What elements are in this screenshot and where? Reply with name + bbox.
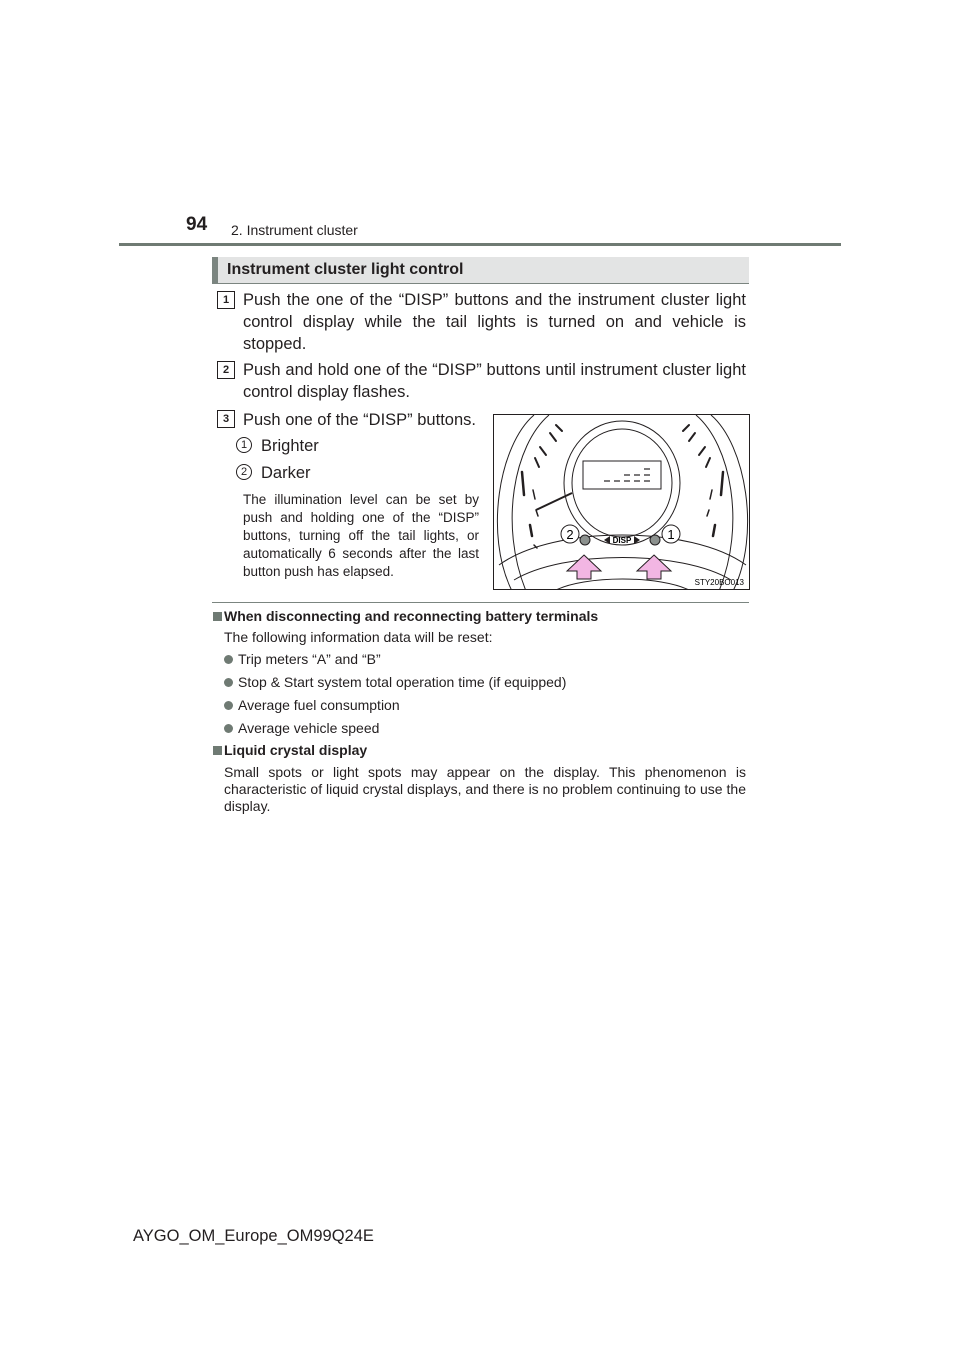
step-1-number: 1 <box>217 291 235 309</box>
option-2-label: Darker <box>261 464 311 482</box>
page-number: 94 <box>186 214 208 235</box>
step-2-text: Push and hold one of the “DISP” buttons until instrument cluster light control display flashes. <box>243 361 746 401</box>
section-heading-rule <box>212 283 749 284</box>
step-3-text: Push one of the “DISP” buttons. <box>243 411 476 429</box>
instrument-cluster-drawing <box>494 415 750 590</box>
info-1-intro: The following information data will be reset: <box>224 629 493 645</box>
header-rule <box>119 243 841 246</box>
info-1-bullet-2: Stop & Start system total operation time (if equipped) <box>238 674 567 690</box>
bullet-dot-icon <box>224 655 233 664</box>
info-1-title: When disconnecting and reconnecting battery terminals <box>224 608 599 624</box>
note-text: The illumination level can be set by push and holding one of the “DISP” buttons, turning off the tail lights, or automatically 6 seconds after the last button push has elapsed. <box>243 492 479 579</box>
square-bullet-icon <box>213 612 222 621</box>
disp-button-label: DISP <box>612 536 632 545</box>
divider-rule <box>212 602 749 603</box>
step-1-text: Push the one of the “DISP” buttons and the instrument cluster light control display while the tail lights is turned on and vehicle is stopped. <box>243 291 746 353</box>
info-2-body: Small spots or light spots may appear on the display. This phenomenon is characteristic of liquid crystal displays, and there is no problem continuing to use the display. <box>224 764 746 814</box>
info-1-bullet-4: Average vehicle speed <box>238 720 380 736</box>
instrument-cluster-illustration <box>493 414 750 590</box>
bullet-dot-icon <box>224 678 233 687</box>
option-2-number: 2 <box>236 464 252 480</box>
callout-2-label: 2 <box>566 527 574 542</box>
step-2-number: 2 <box>217 361 235 379</box>
step-3-number: 3 <box>217 410 235 428</box>
footer-doc-code: AYGO_OM_Europe_OM99Q24E <box>133 1227 374 1245</box>
square-bullet-icon <box>213 746 222 755</box>
info-2-title: Liquid crystal display <box>224 742 368 758</box>
option-1-label: Brighter <box>261 437 319 455</box>
bullet-dot-icon <box>224 701 233 710</box>
option-1-number: 1 <box>236 437 252 453</box>
illustration-code: STY20BO013 <box>694 578 744 587</box>
section-title: 2. Instrument cluster <box>231 222 358 238</box>
info-1-bullet-1: Trip meters “A” and “B” <box>238 651 381 667</box>
info-1-bullet-3: Average fuel consumption <box>238 697 400 713</box>
section-heading: Instrument cluster light control <box>212 257 749 283</box>
bullet-dot-icon <box>224 724 233 733</box>
callout-1-label: 1 <box>667 527 675 542</box>
